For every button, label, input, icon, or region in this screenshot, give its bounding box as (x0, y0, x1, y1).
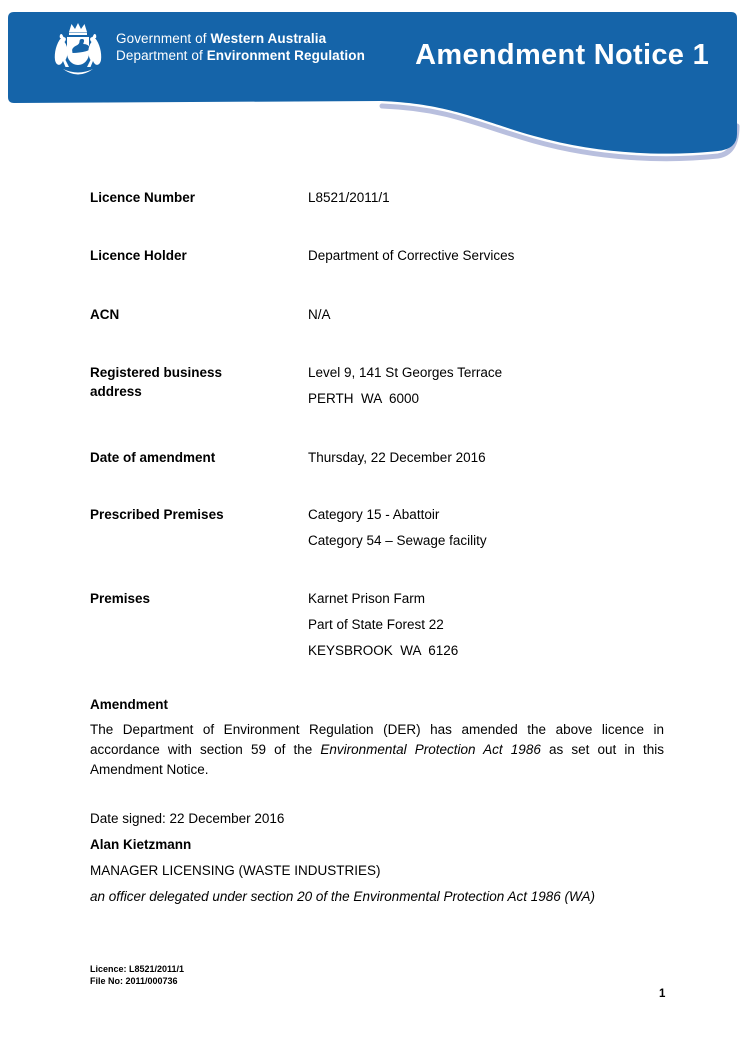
date-signed: Date signed: 22 December 2016 (90, 811, 285, 826)
signatory-role: MANAGER LICENSING (WASTE INDUSTRIES) (90, 863, 381, 878)
field-row (90, 589, 670, 667)
act-name-italic: Environmental Protection Act 1986 (320, 742, 541, 757)
western-australia-text: Western Australia (210, 31, 327, 46)
field-value (308, 448, 486, 474)
field-value-line: Karnet Prison Farm (308, 591, 426, 606)
footer-file-number: File No: 2011/000736 (90, 975, 178, 986)
delegation-statement: an officer delegated under section 20 of the Environmental Protection Act 1986 (WA) (90, 889, 596, 904)
signatory-name: Alan Kietzmann (90, 837, 192, 852)
field-value-line: Department of Corrective Services (308, 248, 515, 263)
field-value-line: L8521/2011/1 (308, 190, 390, 205)
government-department-lines (116, 31, 365, 64)
document-footer (90, 964, 184, 987)
field-label: Prescribed Premises (90, 507, 224, 522)
field-label: Registered business address (90, 365, 223, 399)
field-row (90, 305, 670, 331)
field-value-line: Category 15 - Abattoir (308, 507, 440, 522)
field-value (308, 589, 458, 667)
field-label: Date of amendment (90, 450, 216, 465)
field-value-line: N/A (308, 307, 331, 322)
environment-regulation-text: Environment Regulation (206, 47, 365, 63)
field-label: Licence Holder (90, 248, 187, 263)
field-label: ACN (90, 307, 120, 322)
field-row (90, 188, 670, 214)
field-value-line: Part of State Forest 22 (308, 617, 444, 632)
field-value-line: Thursday, 22 December 2016 (308, 450, 486, 465)
field-row (90, 448, 670, 474)
banner (0, 0, 750, 175)
field-row (90, 505, 670, 557)
field-row (90, 246, 670, 272)
field-value-line: KEYSBROOK WA 6126 (308, 643, 459, 658)
field-value (308, 188, 390, 214)
page-number: 1 (659, 988, 666, 1000)
field-row (90, 363, 670, 415)
footer-licence-number: Licence: L8521/2011/1 (90, 964, 185, 974)
field-value (308, 363, 502, 415)
field-value (308, 305, 331, 331)
field-label: Premises (90, 591, 151, 606)
amendment-body-before: The Department of Environment Regulation (DER) has amended the above licence in accordance with section 59 of the (90, 722, 664, 757)
amendment-body-after: as set out in this Amendment Notice. (90, 742, 664, 777)
government-of-text: Government of (116, 31, 211, 46)
department-of-text: Department of (116, 47, 207, 63)
government-line (116, 31, 365, 48)
amendment-heading: Amendment (90, 697, 169, 712)
document-title: Amendment Notice 1 (415, 39, 709, 71)
amendment-body (90, 720, 664, 780)
field-value (308, 505, 487, 557)
amendment-section (90, 695, 664, 780)
department-line (116, 48, 365, 65)
signature-block (90, 806, 690, 910)
field-value-line: PERTH WA 6000 (308, 391, 420, 406)
field-value-line: Level 9, 141 St Georges Terrace (308, 365, 503, 380)
field-value-line: Category 54 – Sewage facility (308, 533, 487, 548)
field-label: Licence Number (90, 190, 196, 205)
field-value (308, 246, 514, 272)
